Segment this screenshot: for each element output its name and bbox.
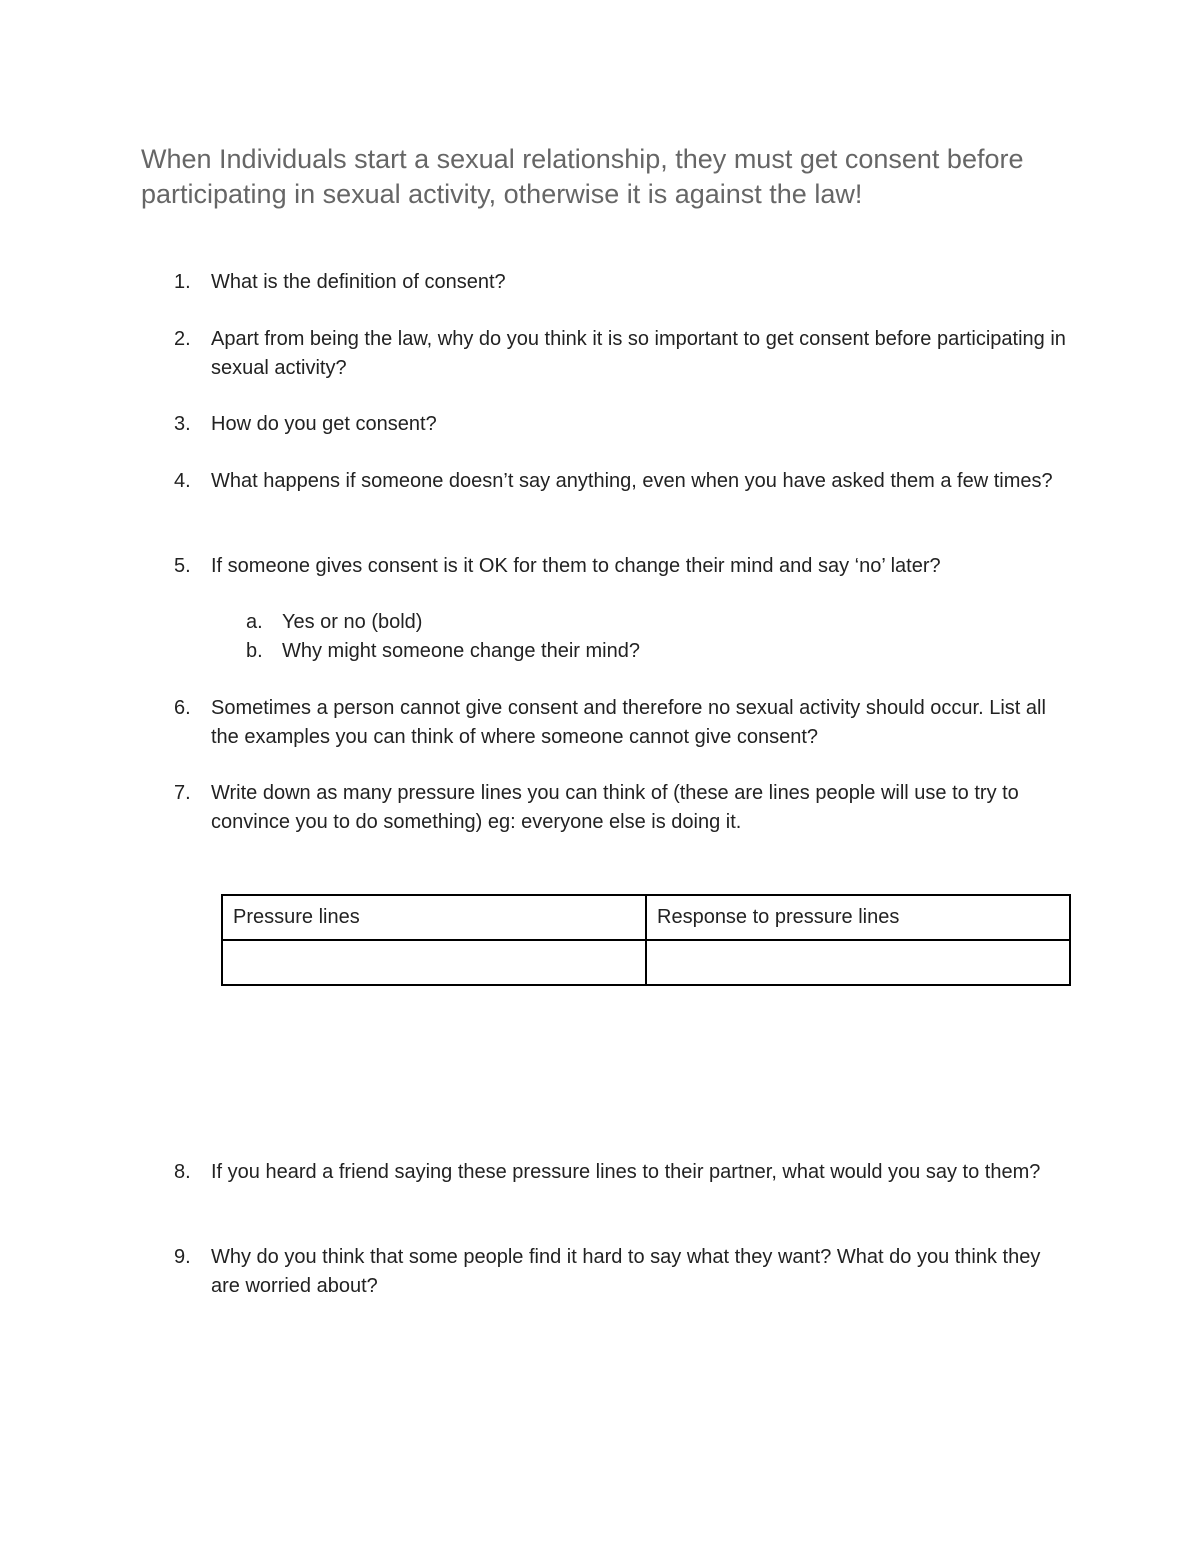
question-text: Apart from being the law, why do you think it is so important to get consent before participating in sexual activity?: [211, 328, 1066, 379]
table-row: [222, 940, 1070, 985]
question-number: 3.: [174, 413, 191, 435]
question-number: 5.: [174, 555, 191, 577]
question-2: [174, 325, 1066, 382]
sub-item-a: [246, 608, 423, 637]
question-number: 6.: [174, 697, 191, 719]
table-cell[interactable]: [646, 940, 1070, 985]
worksheet-heading: When Individuals start a sexual relationship, they must get consent before participating in sexual activity, otherwise it is against the law!: [141, 144, 1024, 209]
question-5: [174, 552, 1066, 581]
question-number: 1.: [174, 271, 191, 293]
sub-item-letter: a.: [246, 611, 263, 633]
question-text: If someone gives consent is it OK for them to change their mind and say ‘no’ later?: [211, 555, 941, 577]
question-3: [174, 410, 1066, 439]
question-text: Why do you think that some people find it hard to say what they want? What do you think they are worried about?: [211, 1246, 1041, 1297]
table-header-row: [222, 895, 1070, 940]
table-header-cell: Response to pressure lines: [646, 895, 1070, 940]
question-number: 8.: [174, 1161, 191, 1183]
question-number: 9.: [174, 1246, 191, 1268]
question-text: How do you get consent?: [211, 413, 437, 435]
question-7: [174, 779, 1066, 836]
pressure-lines-table: [221, 894, 1071, 986]
question-8: [174, 1158, 1066, 1187]
question-text: Sometimes a person cannot give consent and therefore no sexual activity should occur. List all the examples you can think of where someone cannot give consent?: [211, 697, 1046, 748]
question-text: If you heard a friend saying these pressure lines to their partner, what would you say to them?: [211, 1161, 1041, 1183]
question-text: Write down as many pressure lines you can think of (these are lines people will use to try to convince you to do something) eg: everyone else is doing it.: [211, 782, 1019, 833]
question-1: [174, 268, 1066, 297]
question-4: [174, 467, 1066, 496]
table-cell[interactable]: [222, 940, 646, 985]
sub-item-letter: b.: [246, 640, 263, 662]
question-number: 4.: [174, 470, 191, 492]
question-9: [174, 1243, 1066, 1300]
table-header-cell: Pressure lines: [222, 895, 646, 940]
question-text: What is the definition of consent?: [211, 271, 506, 293]
sub-item-text: Yes or no (bold): [282, 611, 423, 633]
question-6: [174, 694, 1066, 751]
sub-item-b: [246, 637, 640, 666]
sub-item-text: Why might someone change their mind?: [282, 640, 640, 662]
question-number: 2.: [174, 328, 191, 350]
question-number: 7.: [174, 782, 191, 804]
question-text: What happens if someone doesn’t say anything, even when you have asked them a few times?: [211, 470, 1053, 492]
